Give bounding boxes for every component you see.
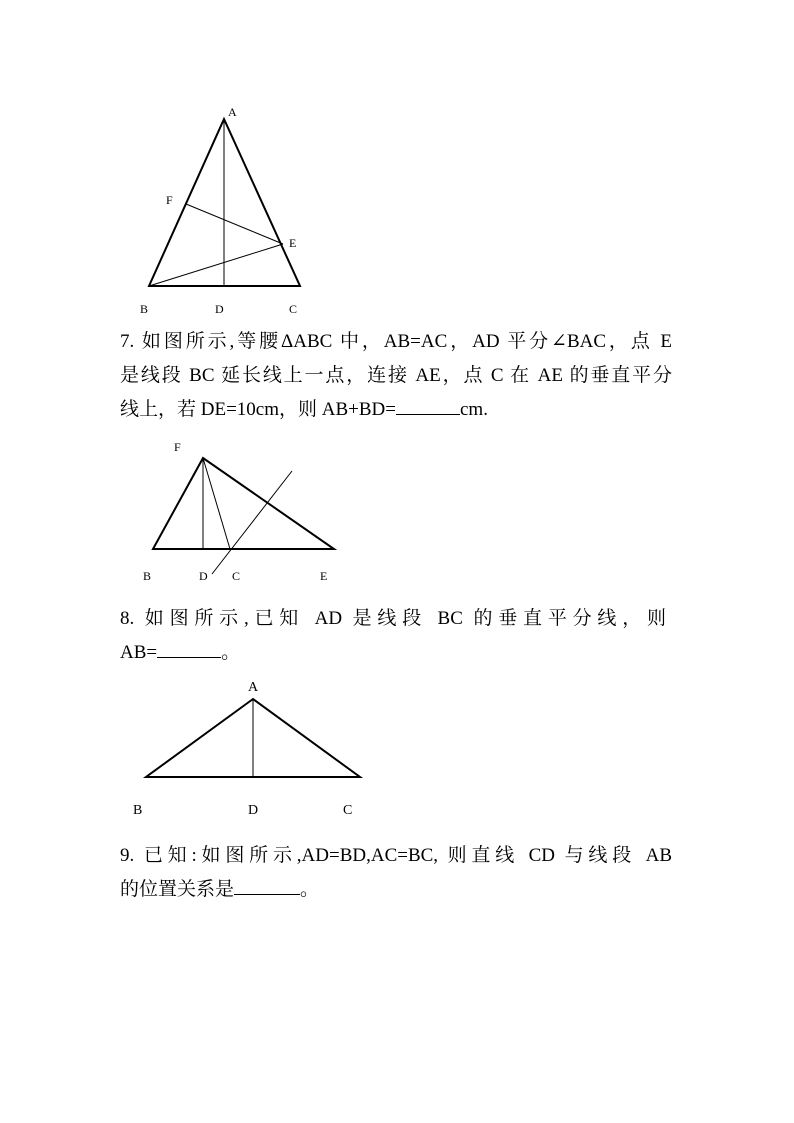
question-7-line-3 <box>120 393 672 427</box>
label-a: A <box>248 680 259 695</box>
question-7-line-2: 是线段 BC 延长线上一点，连接 AE，点 C 在 AE 的垂直平分 <box>120 365 672 386</box>
question-7-line-1: 7. 如图所示,等腰ΔABC 中，AB=AC，AD 平分∠BAC，点 E <box>120 331 672 352</box>
segment-fe <box>186 204 283 244</box>
label-f: F <box>166 193 173 207</box>
label-b: B <box>133 803 143 818</box>
answer-blank-8[interactable] <box>157 637 221 658</box>
question-8 <box>120 602 666 670</box>
question-8-line-2 <box>120 636 666 670</box>
label-a: A <box>228 105 237 119</box>
label-c: C <box>289 302 298 316</box>
question-7-unit: cm. <box>459 399 488 420</box>
label-c: C <box>232 569 241 583</box>
question-9-line-2 <box>120 873 672 907</box>
label-c: C <box>343 803 353 818</box>
question-9-text: 的位置关系是 <box>120 879 235 900</box>
answer-blank-7[interactable] <box>396 394 460 415</box>
question-8-line-1: 8. 如图所示,已知 AD 是线段 BC 的垂直平分线，则 <box>120 608 666 629</box>
question-9-line-1: 9. 已知:如图所示,AD=BD,AC=BC, 则直线 CD 与线段 AB <box>120 845 672 866</box>
segment-be <box>149 244 283 286</box>
label-d: D <box>199 569 208 583</box>
label-b: B <box>143 569 152 583</box>
label-e: E <box>320 569 328 583</box>
label-b: B <box>140 302 149 316</box>
question-9 <box>120 839 672 907</box>
label-e: E <box>289 236 297 250</box>
answer-blank-9[interactable] <box>234 874 300 895</box>
question-9-end: 。 <box>300 879 320 900</box>
label-d: D <box>215 302 224 316</box>
label-f: F <box>174 440 181 454</box>
question-7 <box>120 325 672 427</box>
question-8-text: AB= <box>120 642 158 663</box>
label-d: D <box>248 803 259 818</box>
question-7-text: 线上，若 DE=10cm，则 AB+BD= <box>120 399 396 420</box>
question-8-end: 。 <box>221 642 241 663</box>
